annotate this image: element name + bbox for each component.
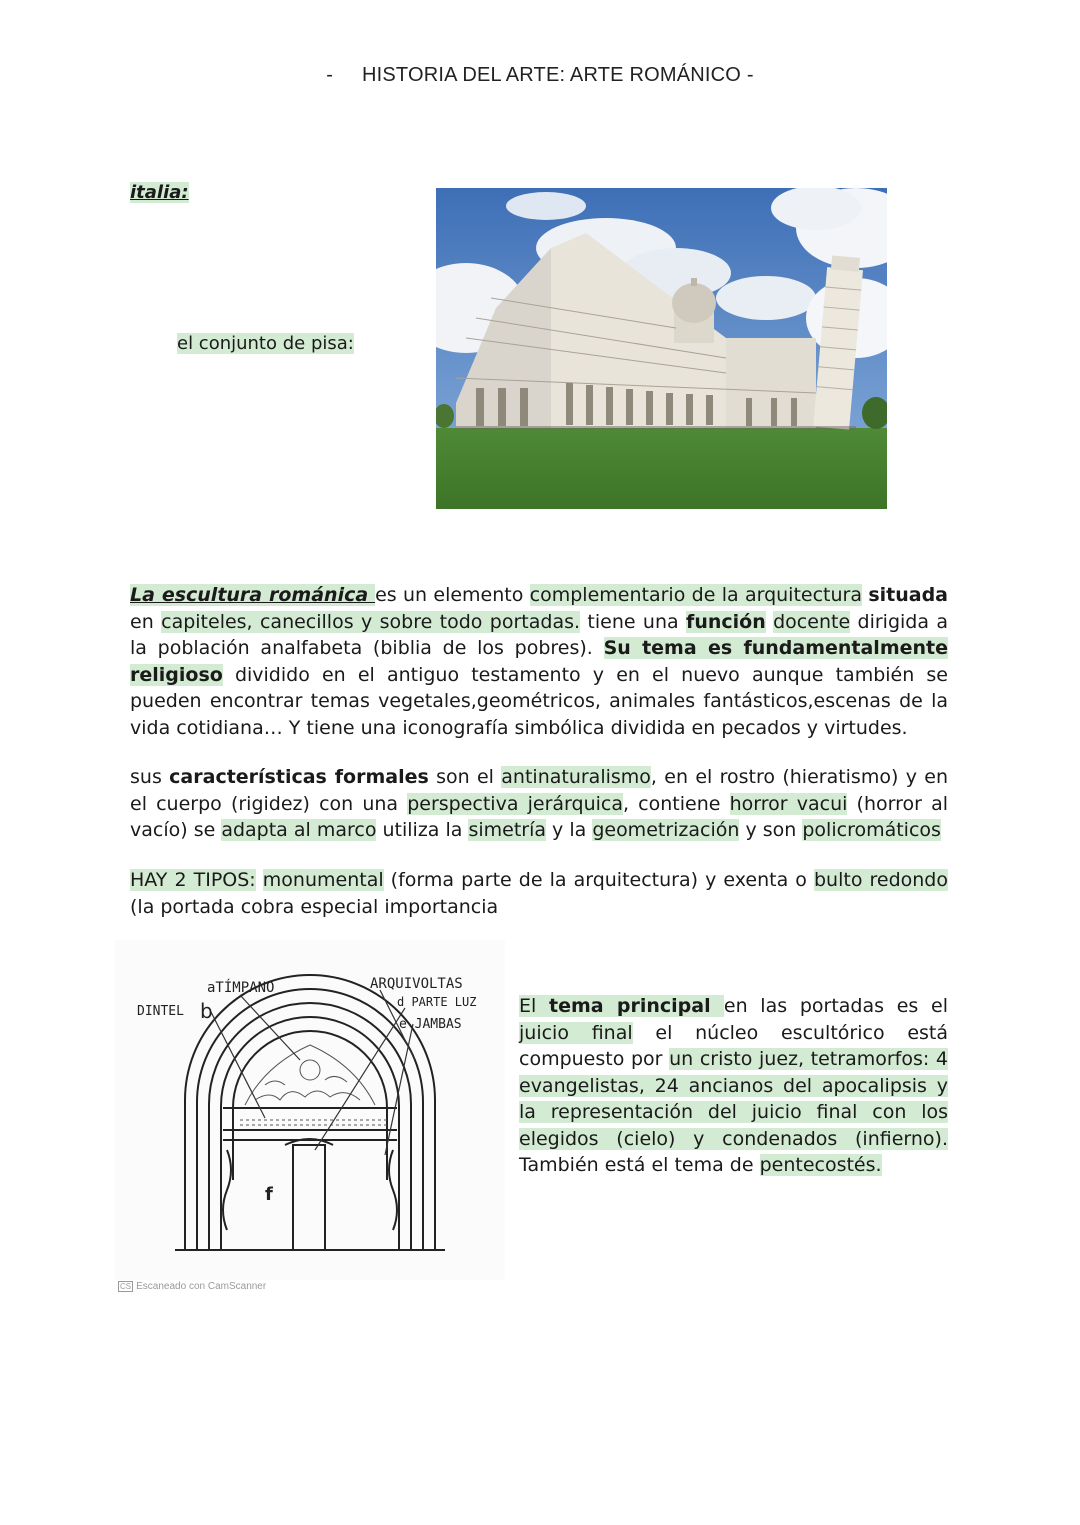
highlight-span: un cristo juez, tetramorfos: 4 evangelistas, 24 ancianos del apocalipsis y la representación del juicio final con los elegidos (cielo) y condenados (infierno). — [519, 1048, 948, 1150]
watermark-text: Escaneado con CamScanner — [136, 1281, 267, 1292]
section-subheading: el conjunto de pisa: — [177, 333, 354, 354]
title-dash-right: - — [746, 64, 754, 86]
highlight-span: pentecostés. — [759, 1154, 882, 1176]
label-b: b — [200, 999, 213, 1023]
highlight-span: docente — [773, 610, 851, 633]
text-span: , contiene — [623, 792, 730, 815]
text-span: tiene una — [580, 610, 687, 633]
text-span: es un elemento — [375, 584, 530, 606]
pisa-cathedral-image — [436, 188, 887, 509]
text-span — [256, 869, 263, 891]
highlight-span: perspectiva jerárquica — [407, 792, 623, 815]
text-span: También está el tema de — [519, 1154, 760, 1176]
portal-diagram — [115, 940, 505, 1280]
highlight-span: adapta al marco — [221, 819, 377, 841]
text-span: (la portada cobra especial importancia — [130, 895, 499, 918]
text-span: (forma parte de la arquitectura) y exenta o — [383, 869, 814, 891]
text-span: dirigida a la — [130, 610, 949, 659]
bold-span: características formales — [169, 766, 429, 788]
highlight-span: complementario de la arquitectura — [529, 584, 862, 606]
text-span: (horror al vacío) se — [130, 792, 948, 841]
pisa-photo — [436, 188, 887, 509]
label-arquivoltas: ARQUIVOLTAS — [370, 976, 463, 992]
paragraph-tipos — [130, 867, 948, 920]
text-span: y son — [739, 819, 803, 841]
highlight-span: El — [519, 995, 549, 1017]
text-span: población analfabeta (biblia de los pobres). — [157, 637, 593, 659]
text-span: sus — [130, 766, 170, 788]
paragraph-tema-principal — [519, 993, 948, 1179]
bold-highlight-span: función — [686, 610, 766, 633]
label-f: f — [265, 1184, 273, 1205]
text-span: y la — [546, 819, 593, 841]
page-title — [0, 64, 1080, 87]
text-span: en — [130, 610, 162, 633]
label-timpano: aTÍMPANO — [207, 980, 275, 996]
camscanner-watermark — [118, 1281, 266, 1292]
label-dintel: DINTEL — [137, 1004, 184, 1019]
highlight-span: antinaturalismo — [501, 766, 651, 788]
text-span: son el — [428, 766, 502, 788]
highlight-span: capiteles, canecillos y sobre todo portadas. — [161, 610, 581, 633]
term-escultura-romanica: La escultura románica — [130, 584, 376, 606]
text-span: en las portadas es el — [723, 995, 948, 1017]
text-span: dividido en el antiguo testamento y en el nuevo aunque también se pueden encontrar temas vegetales,geométricos, animales fantásticos,escenas de la vida cotidiana… Y tiene una iconografía simbólica dividida en pecados y virtudes. — [130, 663, 948, 739]
camscanner-logo-icon: CS — [120, 1282, 132, 1291]
highlight-span: monumental — [262, 869, 384, 891]
highlight-span: simetría — [468, 819, 547, 841]
text-span: , en el rostro (hieratismo) y en el cuerpo (rigidez) con una — [130, 766, 948, 815]
section-heading: italia: — [130, 182, 189, 203]
bold-highlight-span: tema principal — [549, 995, 724, 1017]
text-span — [593, 637, 604, 659]
title-text: HISTORIA DEL ARTE: ARTE ROMÁNICO — [361, 64, 742, 86]
label-parteluz: d PARTE LUZ — [397, 995, 477, 1009]
portal-sketch — [115, 940, 505, 1280]
highlight-span: juicio final — [519, 1021, 633, 1044]
bold-highlight-span: Su tema es fundamentalmente religioso — [130, 637, 949, 686]
label-jambas: e JAMBAS — [399, 1017, 462, 1032]
highlight-span: HAY 2 TIPOS: — [130, 869, 256, 891]
paragraph-escultura — [130, 582, 948, 741]
bold-span: situada — [868, 584, 948, 606]
highlight-span: horror vacui — [729, 792, 848, 815]
highlight-span: policromáticos — [802, 819, 941, 841]
paragraph-caracteristicas — [130, 764, 948, 844]
text-span: utiliza la — [376, 819, 469, 841]
title-dash-left: - — [326, 64, 334, 86]
highlight-span: geometrización — [592, 819, 740, 841]
text-span: el núcleo escultórico está compuesto por — [519, 1021, 948, 1070]
highlight-span: bulto redondo — [813, 869, 948, 891]
